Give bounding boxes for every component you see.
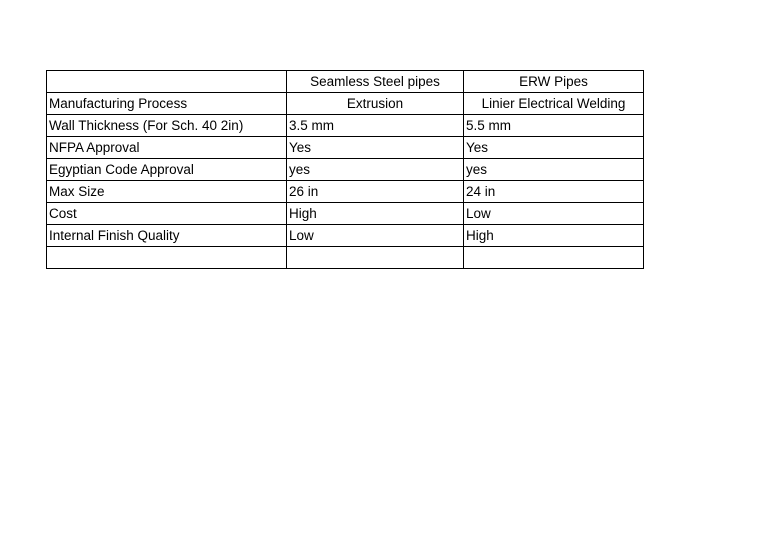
- table-cell[interactable]: High: [464, 225, 644, 247]
- table-cell[interactable]: Yes: [287, 137, 464, 159]
- row-label-cell[interactable]: Cost: [47, 203, 287, 225]
- header-cell[interactable]: Seamless Steel pipes: [287, 71, 464, 93]
- row-label-cell[interactable]: [47, 247, 287, 269]
- table-cell[interactable]: Low: [464, 203, 644, 225]
- table-cell[interactable]: Extrusion: [287, 93, 464, 115]
- table-cell[interactable]: yes: [287, 159, 464, 181]
- table-cell[interactable]: Linier Electrical Welding: [464, 93, 644, 115]
- table-row: [47, 115, 644, 137]
- comparison-table: [46, 70, 644, 269]
- table-row: [47, 93, 644, 115]
- table-cell[interactable]: 3.5 mm: [287, 115, 464, 137]
- table-cell[interactable]: 24 in: [464, 181, 644, 203]
- header-cell[interactable]: ERW Pipes: [464, 71, 644, 93]
- table-cell[interactable]: Low: [287, 225, 464, 247]
- table-cell[interactable]: 26 in: [287, 181, 464, 203]
- table-cell[interactable]: yes: [464, 159, 644, 181]
- table-row: [47, 181, 644, 203]
- row-label-cell[interactable]: Max Size: [47, 181, 287, 203]
- table-row: [47, 203, 644, 225]
- table-cell[interactable]: 5.5 mm: [464, 115, 644, 137]
- table-row: [47, 159, 644, 181]
- empty-row: [47, 247, 644, 269]
- row-label-cell[interactable]: NFPA Approval: [47, 137, 287, 159]
- row-label-cell[interactable]: Wall Thickness (For Sch. 40 2in): [47, 115, 287, 137]
- row-label-cell[interactable]: Manufacturing Process: [47, 93, 287, 115]
- row-label-cell[interactable]: Internal Finish Quality: [47, 225, 287, 247]
- table-cell[interactable]: High: [287, 203, 464, 225]
- table-cell[interactable]: Yes: [464, 137, 644, 159]
- table-row: [47, 225, 644, 247]
- table-cell[interactable]: [287, 247, 464, 269]
- row-label-cell[interactable]: Egyptian Code Approval: [47, 159, 287, 181]
- table-row: [47, 137, 644, 159]
- header-cell[interactable]: [47, 71, 287, 93]
- header-row: [47, 71, 644, 93]
- table-cell[interactable]: [464, 247, 644, 269]
